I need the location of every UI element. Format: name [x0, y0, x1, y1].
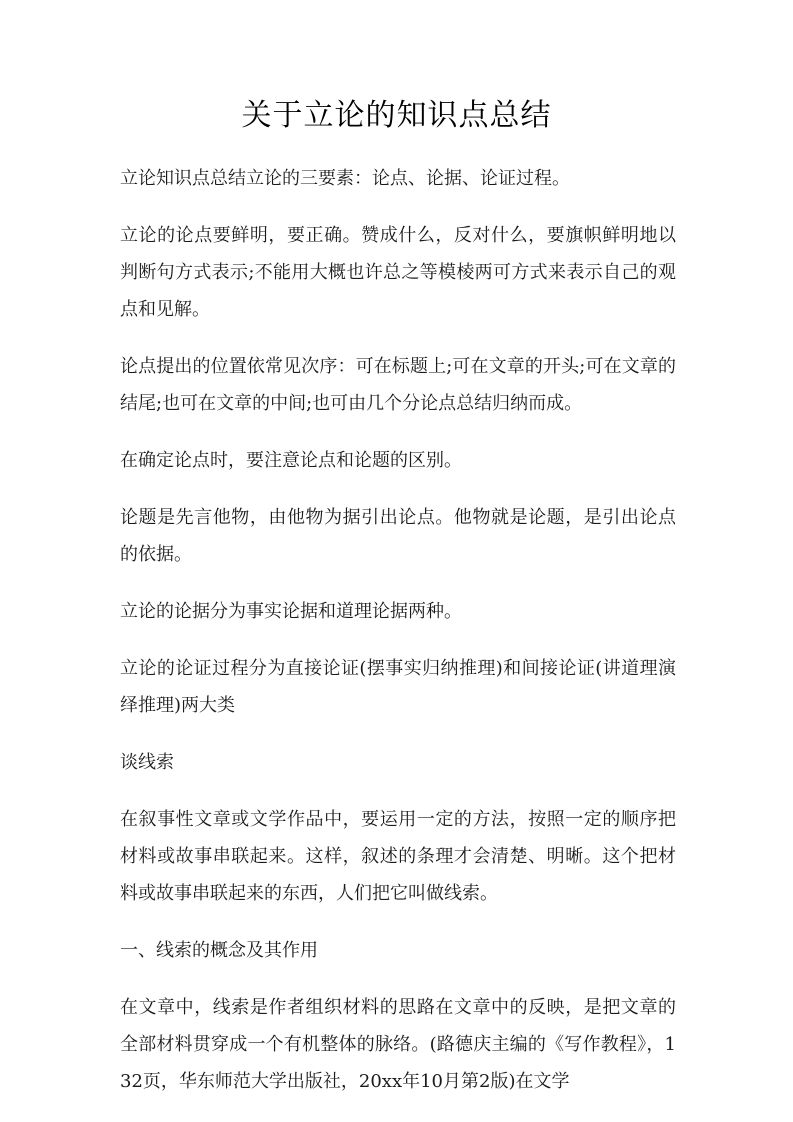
paragraph-argument-position: 论点提出的位置依常见次序：可在标题上;可在文章的开头;可在文章的结尾;也可在文章的中间;也可由几个分论点总结归纳而成。: [120, 356, 676, 414]
paragraph-argument-vs-topic: 在确定论点时，要注意论点和论题的区别。: [120, 450, 462, 471]
paragraph-argument-clarity: 立论的论点要鲜明，要正确。赞成什么，反对什么，要旗帜鲜明地以判断句方式表示;不能用大概也许总之等模棱两可方式来表示自己的观点和见解。: [120, 225, 676, 320]
section-heading-clues: 谈线索: [120, 752, 174, 773]
paragraph-clue-intro: 在叙事性文章或文学作品中，要运用一定的方法，按照一定的顺序把材料或故事串联起来。这样，叙述的条理才会清楚、明晰。这个把材料或故事串联起来的东西，人们把它叫做线索。: [120, 809, 676, 904]
subheading-clue-concept: 一、线索的概念及其作用: [120, 940, 318, 961]
paragraph-topic-definition: 论题是先言他物，由他物为据引出论点。他物就是论题，是引出论点的依据。: [120, 507, 676, 565]
document-body: [120, 160, 676, 1120]
paragraph-clue-definition: 在文章中，线索是作者组织材料的思路在文章中的反映，是把文章的全部材料贯穿成一个有机整体的脉络。(路德庆主编的《写作教程》，132页，华东师范大学出版社，20xx年10月第2版)在文学: [120, 997, 676, 1092]
document-title: 关于立论的知识点总结: [241, 98, 552, 133]
paragraph-three-elements: 立论知识点总结立论的三要素：论点、论据、论证过程。: [120, 168, 570, 189]
paragraph-evidence-types: 立论的论据分为事实论据和道理论据两种。: [120, 601, 462, 622]
paragraph-reasoning-types: 立论的论证过程分为直接论证(摆事实归纳推理)和间接论证(讲道理演绎推理)两大类: [120, 658, 676, 716]
